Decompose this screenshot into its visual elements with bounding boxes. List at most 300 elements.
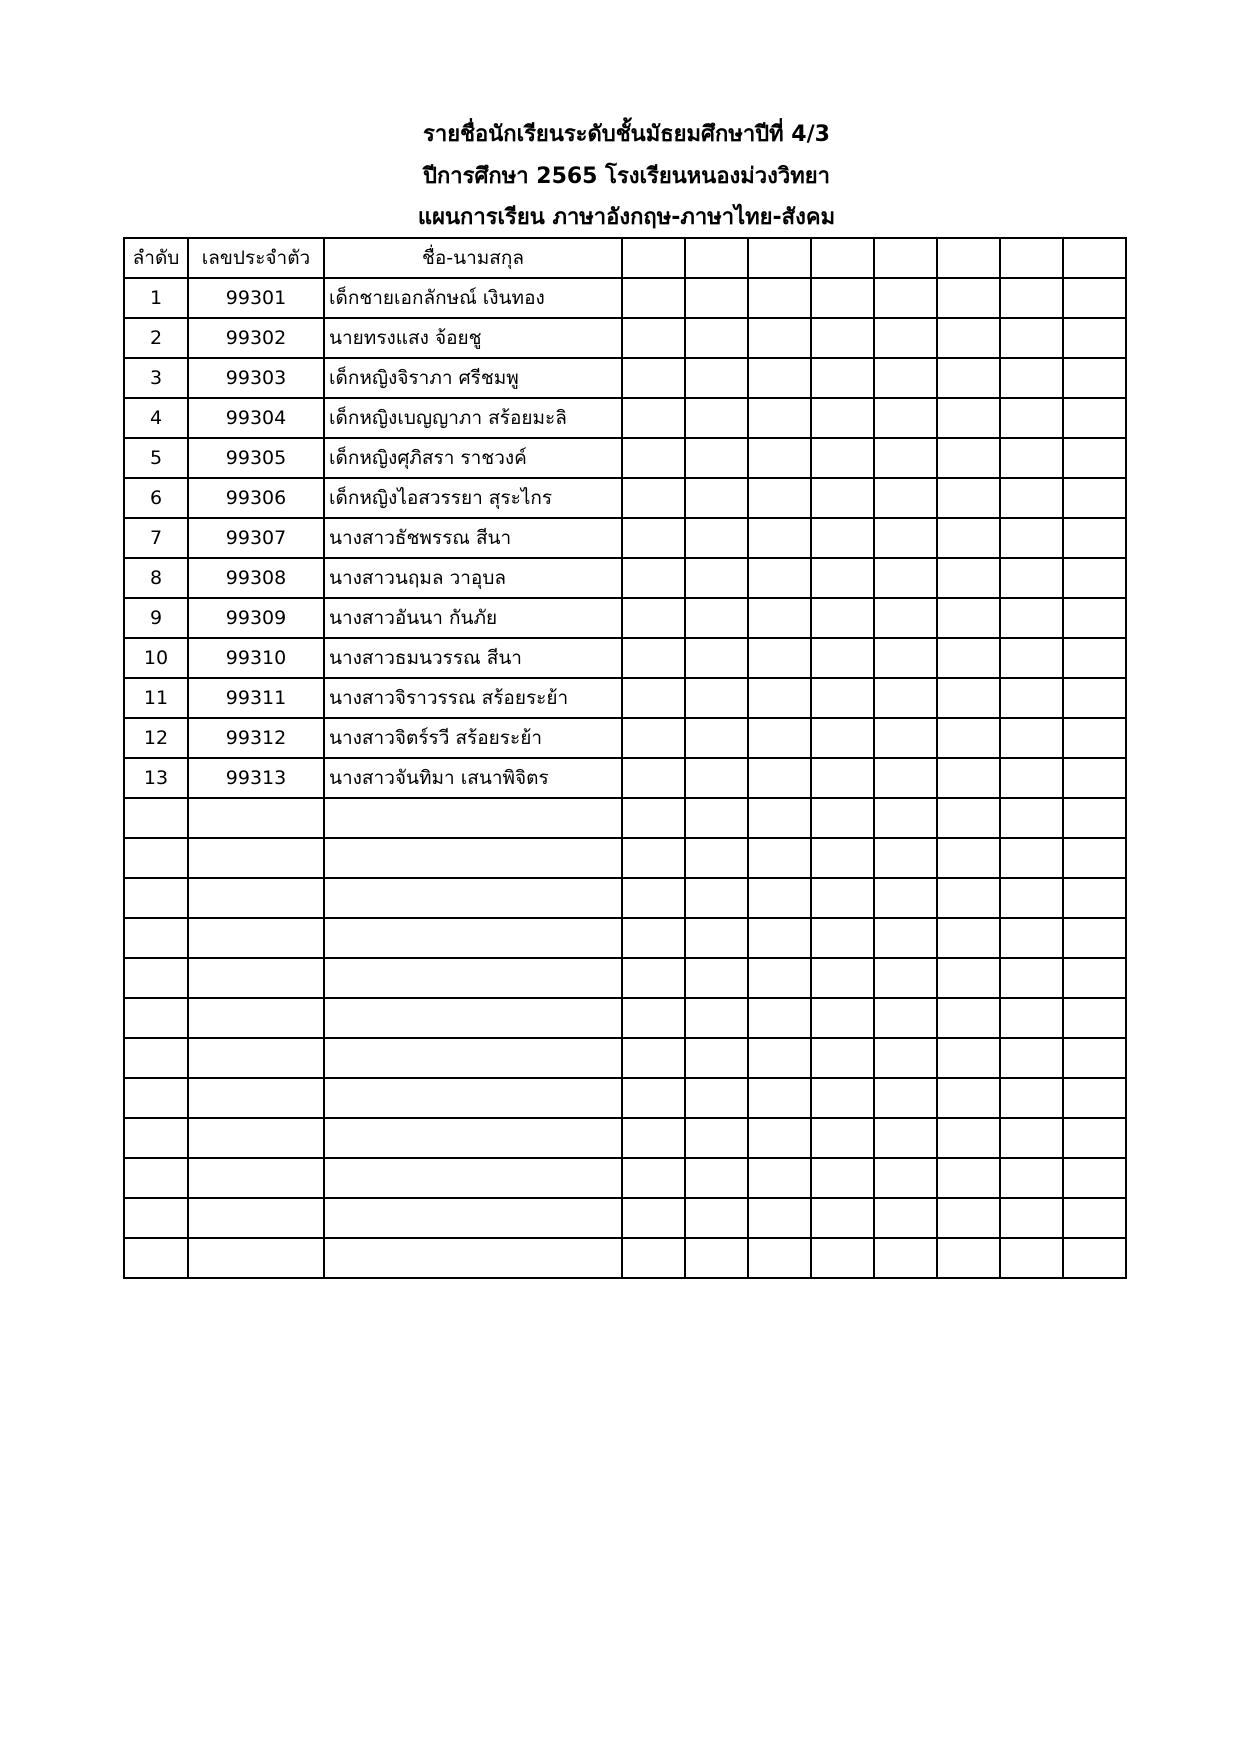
table-row <box>124 758 1126 798</box>
blank-score-cell <box>685 1198 748 1238</box>
header-full-name: ชื่อ-นามสกุล <box>324 238 622 278</box>
blank-score-cell <box>811 958 874 998</box>
blank-score-cell <box>874 318 937 358</box>
header-blank-cell <box>748 238 811 278</box>
table-row <box>124 718 1126 758</box>
blank-score-cell <box>748 1158 811 1198</box>
table-row <box>124 1238 1126 1278</box>
blank-score-cell <box>1000 1238 1063 1278</box>
blank-score-cell <box>811 638 874 678</box>
blank-score-cell <box>811 878 874 918</box>
blank-score-cell <box>874 398 937 438</box>
blank-score-cell <box>874 878 937 918</box>
student-name-cell <box>324 918 622 958</box>
student-name-cell <box>324 1238 622 1278</box>
blank-score-cell <box>748 838 811 878</box>
blank-score-cell <box>1063 558 1126 598</box>
blank-score-cell <box>937 1238 1000 1278</box>
blank-score-cell <box>622 838 685 878</box>
blank-score-cell <box>811 1078 874 1118</box>
blank-score-cell <box>685 398 748 438</box>
blank-score-cell <box>874 718 937 758</box>
row-number-cell: 8 <box>124 558 188 598</box>
table-row <box>124 838 1126 878</box>
blank-score-cell <box>1063 678 1126 718</box>
blank-score-cell <box>685 318 748 358</box>
blank-score-cell <box>937 358 1000 398</box>
blank-score-cell <box>622 998 685 1038</box>
blank-score-cell <box>622 638 685 678</box>
table-row <box>124 518 1126 558</box>
row-number-cell <box>124 998 188 1038</box>
blank-score-cell <box>1063 1118 1126 1158</box>
blank-score-cell <box>811 558 874 598</box>
blank-score-cell <box>622 1158 685 1198</box>
blank-score-cell <box>685 1238 748 1278</box>
blank-score-cell <box>685 638 748 678</box>
student-id-cell <box>188 1198 324 1238</box>
header-blank-cell <box>1000 238 1063 278</box>
blank-score-cell <box>937 758 1000 798</box>
row-number-cell: 13 <box>124 758 188 798</box>
blank-score-cell <box>937 1078 1000 1118</box>
header-blank-cell <box>622 238 685 278</box>
table-row <box>124 958 1126 998</box>
blank-score-cell <box>874 1038 937 1078</box>
row-number-cell: 7 <box>124 518 188 558</box>
table-row <box>124 798 1126 838</box>
row-number-cell: 5 <box>124 438 188 478</box>
blank-score-cell <box>937 638 1000 678</box>
student-name-cell: นางสาวจันทิมา เสนาพิจิตร <box>324 758 622 798</box>
blank-score-cell <box>1063 798 1126 838</box>
blank-score-cell <box>685 478 748 518</box>
blank-score-cell <box>685 998 748 1038</box>
blank-score-cell <box>1000 1158 1063 1198</box>
student-name-cell: นางสาวธัชพรรณ สีนา <box>324 518 622 558</box>
student-name-cell <box>324 1038 622 1078</box>
blank-score-cell <box>937 558 1000 598</box>
row-number-cell: 9 <box>124 598 188 638</box>
row-number-cell: 11 <box>124 678 188 718</box>
blank-score-cell <box>811 1198 874 1238</box>
student-name-cell: เด็กหญิงเบญญาภา สร้อยมะลิ <box>324 398 622 438</box>
student-id-cell: 99304 <box>188 398 324 438</box>
blank-score-cell <box>937 798 1000 838</box>
blank-score-cell <box>874 518 937 558</box>
blank-score-cell <box>937 478 1000 518</box>
row-number-cell <box>124 1118 188 1158</box>
blank-score-cell <box>748 798 811 838</box>
blank-score-cell <box>874 1118 937 1158</box>
blank-score-cell <box>1000 358 1063 398</box>
blank-score-cell <box>622 1078 685 1118</box>
blank-score-cell <box>748 518 811 558</box>
row-number-cell <box>124 958 188 998</box>
student-id-cell: 99306 <box>188 478 324 518</box>
row-number-cell: 4 <box>124 398 188 438</box>
student-name-cell <box>324 1078 622 1118</box>
header-blank-cell <box>1063 238 1126 278</box>
header-blank-cell <box>874 238 937 278</box>
blank-score-cell <box>622 918 685 958</box>
blank-score-cell <box>1063 758 1126 798</box>
blank-score-cell <box>1063 878 1126 918</box>
header-row <box>124 238 1126 278</box>
blank-score-cell <box>811 718 874 758</box>
table-row <box>124 358 1126 398</box>
blank-score-cell <box>1000 1078 1063 1118</box>
blank-score-cell <box>622 438 685 478</box>
blank-score-cell <box>1063 918 1126 958</box>
table-row <box>124 398 1126 438</box>
blank-score-cell <box>748 438 811 478</box>
row-number-cell: 6 <box>124 478 188 518</box>
blank-score-cell <box>1000 558 1063 598</box>
title-line-program: แผนการเรียน ภาษาอังกฤษ-ภาษาไทย-สังคม <box>417 205 836 230</box>
table-row <box>124 878 1126 918</box>
student-id-cell <box>188 1238 324 1278</box>
blank-score-cell <box>622 358 685 398</box>
row-number-cell: 2 <box>124 318 188 358</box>
blank-score-cell <box>1063 358 1126 398</box>
blank-score-cell <box>748 278 811 318</box>
blank-score-cell <box>1000 798 1063 838</box>
blank-score-cell <box>874 1198 937 1238</box>
student-id-cell: 99309 <box>188 598 324 638</box>
blank-score-cell <box>811 678 874 718</box>
blank-score-cell <box>748 1038 811 1078</box>
student-id-cell: 99301 <box>188 278 324 318</box>
blank-score-cell <box>748 998 811 1038</box>
blank-score-cell <box>1000 518 1063 558</box>
table-row <box>124 478 1126 518</box>
student-name-cell <box>324 958 622 998</box>
blank-score-cell <box>811 278 874 318</box>
row-number-cell <box>124 1198 188 1238</box>
blank-score-cell <box>937 918 1000 958</box>
blank-score-cell <box>622 518 685 558</box>
blank-score-cell <box>1063 1198 1126 1238</box>
blank-score-cell <box>1063 1158 1126 1198</box>
table-row <box>124 598 1126 638</box>
blank-score-cell <box>748 638 811 678</box>
blank-score-cell <box>685 718 748 758</box>
blank-score-cell <box>748 318 811 358</box>
blank-score-cell <box>811 478 874 518</box>
blank-score-cell <box>685 358 748 398</box>
blank-score-cell <box>937 678 1000 718</box>
blank-score-cell <box>811 398 874 438</box>
blank-score-cell <box>1000 998 1063 1038</box>
blank-score-cell <box>874 1078 937 1118</box>
student-id-cell <box>188 918 324 958</box>
blank-score-cell <box>874 798 937 838</box>
blank-score-cell <box>874 678 937 718</box>
blank-score-cell <box>685 1078 748 1118</box>
row-number-cell <box>124 918 188 958</box>
blank-score-cell <box>937 1038 1000 1078</box>
blank-score-cell <box>622 1038 685 1078</box>
blank-score-cell <box>811 318 874 358</box>
blank-score-cell <box>1063 1078 1126 1118</box>
student-name-cell <box>324 1118 622 1158</box>
blank-score-cell <box>748 1238 811 1278</box>
student-name-cell: เด็กหญิงไอสวรรยา สุระไกร <box>324 478 622 518</box>
blank-score-cell <box>874 998 937 1038</box>
row-number-cell <box>124 1158 188 1198</box>
blank-score-cell <box>1000 678 1063 718</box>
student-name-cell: เด็กหญิงศุภิสรา ราชวงค์ <box>324 438 622 478</box>
blank-score-cell <box>874 438 937 478</box>
blank-score-cell <box>622 718 685 758</box>
blank-score-cell <box>685 1118 748 1158</box>
blank-score-cell <box>685 1038 748 1078</box>
student-name-cell: นางสาวอันนา กันภัย <box>324 598 622 638</box>
student-roster-table <box>123 237 1127 1279</box>
blank-score-cell <box>937 1158 1000 1198</box>
blank-score-cell <box>1000 478 1063 518</box>
title-line-class: รายชื่อนักเรียนระดับชั้นมัธยมศึกษาปีที่ 4/3 <box>423 122 830 147</box>
blank-score-cell <box>748 398 811 438</box>
blank-score-cell <box>685 878 748 918</box>
student-id-cell: 99302 <box>188 318 324 358</box>
student-id-cell: 99305 <box>188 438 324 478</box>
blank-score-cell <box>748 758 811 798</box>
blank-score-cell <box>937 398 1000 438</box>
blank-score-cell <box>685 598 748 638</box>
row-number-cell <box>124 1238 188 1278</box>
blank-score-cell <box>1000 958 1063 998</box>
blank-score-cell <box>874 278 937 318</box>
blank-score-cell <box>1063 718 1126 758</box>
blank-score-cell <box>1000 438 1063 478</box>
student-name-cell: เด็กหญิงจิราภา ศรีชมพู <box>324 358 622 398</box>
blank-score-cell <box>874 838 937 878</box>
row-number-cell <box>124 1078 188 1118</box>
table-row <box>124 678 1126 718</box>
blank-score-cell <box>811 1038 874 1078</box>
blank-score-cell <box>1063 638 1126 678</box>
blank-score-cell <box>937 438 1000 478</box>
blank-score-cell <box>622 798 685 838</box>
roster-body <box>124 278 1126 1278</box>
student-id-cell: 99313 <box>188 758 324 798</box>
blank-score-cell <box>622 278 685 318</box>
blank-score-cell <box>622 878 685 918</box>
blank-score-cell <box>1000 638 1063 678</box>
blank-score-cell <box>748 678 811 718</box>
blank-score-cell <box>874 358 937 398</box>
student-id-cell <box>188 1078 324 1118</box>
blank-score-cell <box>937 838 1000 878</box>
blank-score-cell <box>937 998 1000 1038</box>
student-id-cell: 99307 <box>188 518 324 558</box>
blank-score-cell <box>874 1238 937 1278</box>
blank-score-cell <box>748 1118 811 1158</box>
blank-score-cell <box>622 1198 685 1238</box>
blank-score-cell <box>937 598 1000 638</box>
row-number-cell: 1 <box>124 278 188 318</box>
blank-score-cell <box>748 558 811 598</box>
blank-score-cell <box>748 878 811 918</box>
header-number: ลำดับ <box>124 238 188 278</box>
blank-score-cell <box>811 358 874 398</box>
blank-score-cell <box>748 358 811 398</box>
blank-score-cell <box>748 958 811 998</box>
blank-score-cell <box>1000 398 1063 438</box>
student-id-cell <box>188 1038 324 1078</box>
row-number-cell: 3 <box>124 358 188 398</box>
blank-score-cell <box>1000 918 1063 958</box>
row-number-cell <box>124 798 188 838</box>
blank-score-cell <box>1063 518 1126 558</box>
blank-score-cell <box>937 278 1000 318</box>
blank-score-cell <box>1063 278 1126 318</box>
student-name-cell <box>324 1158 622 1198</box>
student-id-cell: 99311 <box>188 678 324 718</box>
blank-score-cell <box>1000 838 1063 878</box>
row-number-cell: 10 <box>124 638 188 678</box>
student-id-cell <box>188 998 324 1038</box>
blank-score-cell <box>874 478 937 518</box>
student-id-cell <box>188 1118 324 1158</box>
blank-score-cell <box>1063 1038 1126 1078</box>
student-id-cell <box>188 878 324 918</box>
blank-score-cell <box>937 958 1000 998</box>
header-student-id: เลขประจำตัว <box>188 238 324 278</box>
blank-score-cell <box>1000 598 1063 638</box>
blank-score-cell <box>685 798 748 838</box>
blank-score-cell <box>874 1158 937 1198</box>
blank-score-cell <box>685 518 748 558</box>
student-name-cell: นางสาวจิราวรรณ สร้อยระย้า <box>324 678 622 718</box>
blank-score-cell <box>748 1078 811 1118</box>
student-name-cell: นางสาวจิตร์รวี สร้อยระย้า <box>324 718 622 758</box>
title-line-year-school: ปีการศึกษา 2565 โรงเรียนหนองม่วงวิทยา <box>423 163 830 189</box>
table-row <box>124 318 1126 358</box>
blank-score-cell <box>1000 1198 1063 1238</box>
blank-score-cell <box>937 518 1000 558</box>
table-row <box>124 918 1126 958</box>
student-name-cell: นางสาวนฤมล วาอุบล <box>324 558 622 598</box>
table-row <box>124 558 1126 598</box>
blank-score-cell <box>937 718 1000 758</box>
blank-score-cell <box>1063 838 1126 878</box>
blank-score-cell <box>874 758 937 798</box>
table-row <box>124 1038 1126 1078</box>
student-name-cell <box>324 998 622 1038</box>
table-row <box>124 1118 1126 1158</box>
blank-score-cell <box>874 598 937 638</box>
row-number-cell <box>124 878 188 918</box>
blank-score-cell <box>685 1158 748 1198</box>
student-name-cell <box>324 838 622 878</box>
blank-score-cell <box>622 958 685 998</box>
blank-score-cell <box>1063 438 1126 478</box>
student-id-cell: 99312 <box>188 718 324 758</box>
student-id-cell <box>188 958 324 998</box>
blank-score-cell <box>811 598 874 638</box>
row-number-cell <box>124 1038 188 1078</box>
blank-score-cell <box>685 758 748 798</box>
blank-score-cell <box>1000 878 1063 918</box>
blank-score-cell <box>685 678 748 718</box>
blank-score-cell <box>811 1118 874 1158</box>
blank-score-cell <box>1000 318 1063 358</box>
blank-score-cell <box>685 918 748 958</box>
student-id-cell: 99303 <box>188 358 324 398</box>
blank-score-cell <box>622 398 685 438</box>
blank-score-cell <box>811 518 874 558</box>
blank-score-cell <box>874 558 937 598</box>
row-number-cell <box>124 838 188 878</box>
blank-score-cell <box>622 1238 685 1278</box>
blank-score-cell <box>1063 1238 1126 1278</box>
blank-score-cell <box>1063 958 1126 998</box>
blank-score-cell <box>685 838 748 878</box>
blank-score-cell <box>685 558 748 598</box>
header-blank-cell <box>685 238 748 278</box>
blank-score-cell <box>622 678 685 718</box>
blank-score-cell <box>685 278 748 318</box>
table-row <box>124 638 1126 678</box>
student-name-cell: เด็กชายเอกลักษณ์ เงินทอง <box>324 278 622 318</box>
blank-score-cell <box>937 1198 1000 1238</box>
blank-score-cell <box>748 918 811 958</box>
blank-score-cell <box>622 318 685 358</box>
student-id-cell: 99310 <box>188 638 324 678</box>
table-row <box>124 998 1126 1038</box>
student-name-cell: นางสาวธมนวรรณ สีนา <box>324 638 622 678</box>
blank-score-cell <box>811 1238 874 1278</box>
blank-score-cell <box>1063 398 1126 438</box>
table-row <box>124 1078 1126 1118</box>
student-name-cell: นายทรงแสง จ้อยชู <box>324 318 622 358</box>
blank-score-cell <box>937 318 1000 358</box>
blank-score-cell <box>811 798 874 838</box>
student-id-cell <box>188 838 324 878</box>
blank-score-cell <box>874 918 937 958</box>
student-name-cell <box>324 1198 622 1238</box>
blank-score-cell <box>1000 278 1063 318</box>
blank-score-cell <box>811 1158 874 1198</box>
student-name-cell <box>324 878 622 918</box>
blank-score-cell <box>622 758 685 798</box>
blank-score-cell <box>811 438 874 478</box>
table-row <box>124 1158 1126 1198</box>
student-name-cell <box>324 798 622 838</box>
table-row <box>124 278 1126 318</box>
blank-score-cell <box>748 1198 811 1238</box>
blank-score-cell <box>811 758 874 798</box>
blank-score-cell <box>1000 718 1063 758</box>
table-row <box>124 438 1126 478</box>
blank-score-cell <box>811 838 874 878</box>
blank-score-cell <box>622 478 685 518</box>
document-title <box>0 114 1241 239</box>
row-number-cell: 12 <box>124 718 188 758</box>
blank-score-cell <box>622 598 685 638</box>
blank-score-cell <box>622 558 685 598</box>
header-blank-cell <box>937 238 1000 278</box>
blank-score-cell <box>874 638 937 678</box>
blank-score-cell <box>622 1118 685 1158</box>
blank-score-cell <box>1063 318 1126 358</box>
blank-score-cell <box>811 998 874 1038</box>
blank-score-cell <box>937 1118 1000 1158</box>
student-id-cell <box>188 798 324 838</box>
